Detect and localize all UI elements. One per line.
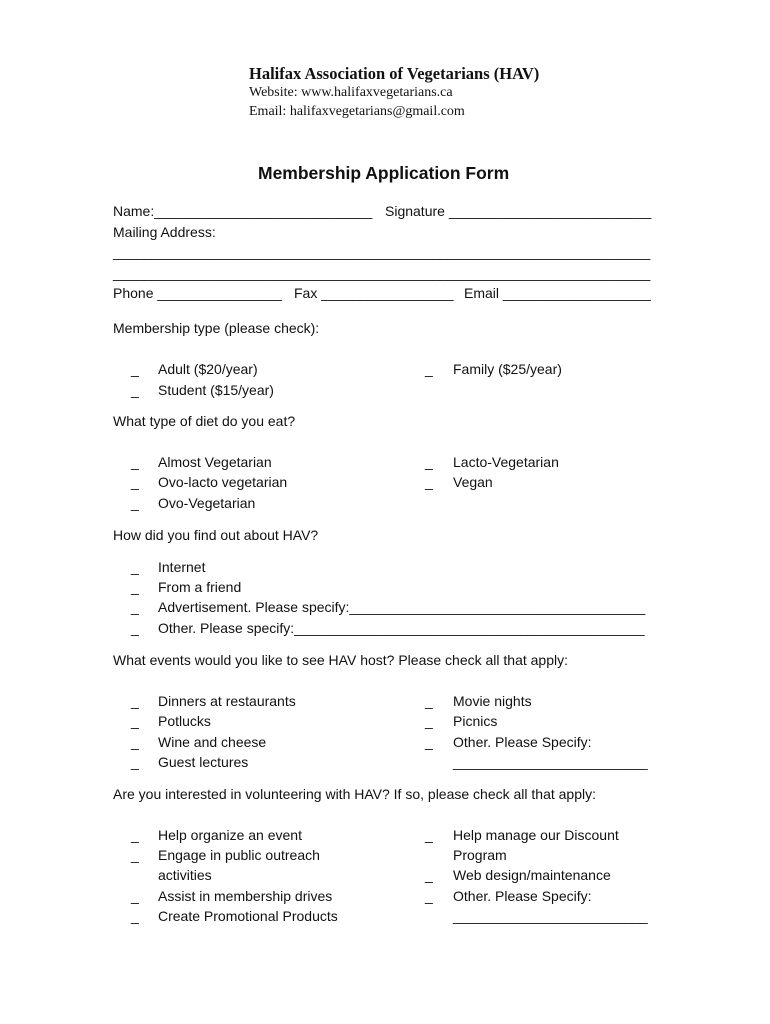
organization-name: Halifax Association of Vegetarians (HAV) [249,64,540,83]
option-movie-nights: Movie nights [453,693,532,709]
checkbox-ovo-lacto[interactable]: _ [131,474,139,490]
option-dinners: Dinners at restaurants [158,693,296,709]
events-other-specify-line[interactable]: _________________________ [453,754,648,770]
email-line: Email: halifaxvegetarians@gmail.com [249,104,465,119]
checkbox-student[interactable]: _ [131,382,139,398]
checkbox-ovo-vegetarian[interactable]: _ [131,495,139,511]
checkbox-family[interactable]: _ [425,361,433,377]
fax-field[interactable]: Fax _________________ [294,285,454,301]
source-question: How did you find out about HAV? [113,527,319,543]
option-events-other: Other. Please Specify: [453,734,592,750]
phone-field[interactable]: Phone ________________ [113,285,282,301]
option-adult: Adult ($20/year) [158,361,258,377]
signature-field[interactable]: Signature __________________________ [385,203,652,219]
checkbox-potlucks[interactable]: _ [131,713,139,729]
diet-question: What type of diet do you eat? [113,413,296,429]
name-field[interactable]: Name:____________________________ [113,203,373,219]
membership-question: Membership type (please check): [113,320,320,336]
checkbox-picnics[interactable]: _ [425,713,433,729]
address-line-2[interactable]: _____________________________________________________________________ [113,265,651,281]
option-discount-program: Help manage our Discount [453,827,619,843]
checkbox-events-other[interactable]: _ [425,734,433,750]
checkbox-promotional-products[interactable]: _ [131,908,139,924]
option-source-other[interactable]: Other. Please specify:_____________________________________________ [158,620,645,636]
events-question: What events would you like to see HAV host? Please check all that apply: [113,652,568,668]
option-guest-lectures: Guest lectures [158,754,249,770]
website-line: Website: www.halifaxvegetarians.ca [249,85,453,100]
option-ovo-lacto: Ovo-lacto vegetarian [158,474,288,490]
option-web-design: Web design/maintenance [453,867,611,883]
checkbox-public-outreach[interactable]: _ [131,847,139,863]
option-student: Student ($15/year) [158,382,274,398]
option-picnics: Picnics [453,713,498,729]
option-family: Family ($25/year) [453,361,562,377]
option-public-outreach: Engage in public outreach [158,847,320,863]
option-potlucks: Potlucks [158,713,211,729]
option-advertisement[interactable]: Advertisement. Please specify:______________________________________ [158,599,646,615]
option-membership-drives: Assist in membership drives [158,888,333,904]
checkbox-almost-vegetarian[interactable]: _ [131,454,139,470]
checkbox-dinners[interactable]: _ [131,693,139,709]
checkbox-volunteer-other[interactable]: _ [425,888,433,904]
address-line-1[interactable]: _____________________________________________________________________ [113,244,651,260]
option-ovo-vegetarian: Ovo-Vegetarian [158,495,256,511]
checkbox-lacto-vegetarian[interactable]: _ [425,454,433,470]
checkbox-vegan[interactable]: _ [425,474,433,490]
checkbox-adult[interactable]: _ [131,361,139,377]
checkbox-organize-event[interactable]: _ [131,827,139,843]
checkbox-advertisement[interactable]: _ [131,599,139,615]
checkbox-discount-program[interactable]: _ [425,827,433,843]
option-discount-program-cont: Program [453,847,507,863]
option-internet: Internet [158,559,206,575]
checkbox-guest-lectures[interactable]: _ [131,754,139,770]
volunteer-other-specify-line[interactable]: _________________________ [453,908,648,924]
form-title: Membership Application Form [258,163,510,183]
checkbox-membership-drives[interactable]: _ [131,888,139,904]
option-vegan: Vegan [453,474,493,490]
checkbox-movie-nights[interactable]: _ [425,693,433,709]
checkbox-friend[interactable]: _ [131,579,139,595]
option-wine-cheese: Wine and cheese [158,734,267,750]
option-organize-event: Help organize an event [158,827,302,843]
checkbox-web-design[interactable]: _ [425,867,433,883]
option-public-outreach-cont: activities [158,867,212,883]
checkbox-source-other[interactable]: _ [131,620,139,636]
mailing-address-label: Mailing Address: [113,224,216,240]
checkbox-internet[interactable]: _ [131,559,139,575]
email-field[interactable]: Email ___________________ [464,285,651,301]
option-volunteer-other: Other. Please Specify: [453,888,592,904]
option-lacto-vegetarian: Lacto-Vegetarian [453,454,559,470]
volunteer-question: Are you interested in volunteering with HAV? If so, please check all that apply: [113,786,597,802]
option-promotional-products: Create Promotional Products [158,908,338,924]
option-friend: From a friend [158,579,242,595]
checkbox-wine-cheese[interactable]: _ [131,734,139,750]
option-almost-vegetarian: Almost Vegetarian [158,454,272,470]
